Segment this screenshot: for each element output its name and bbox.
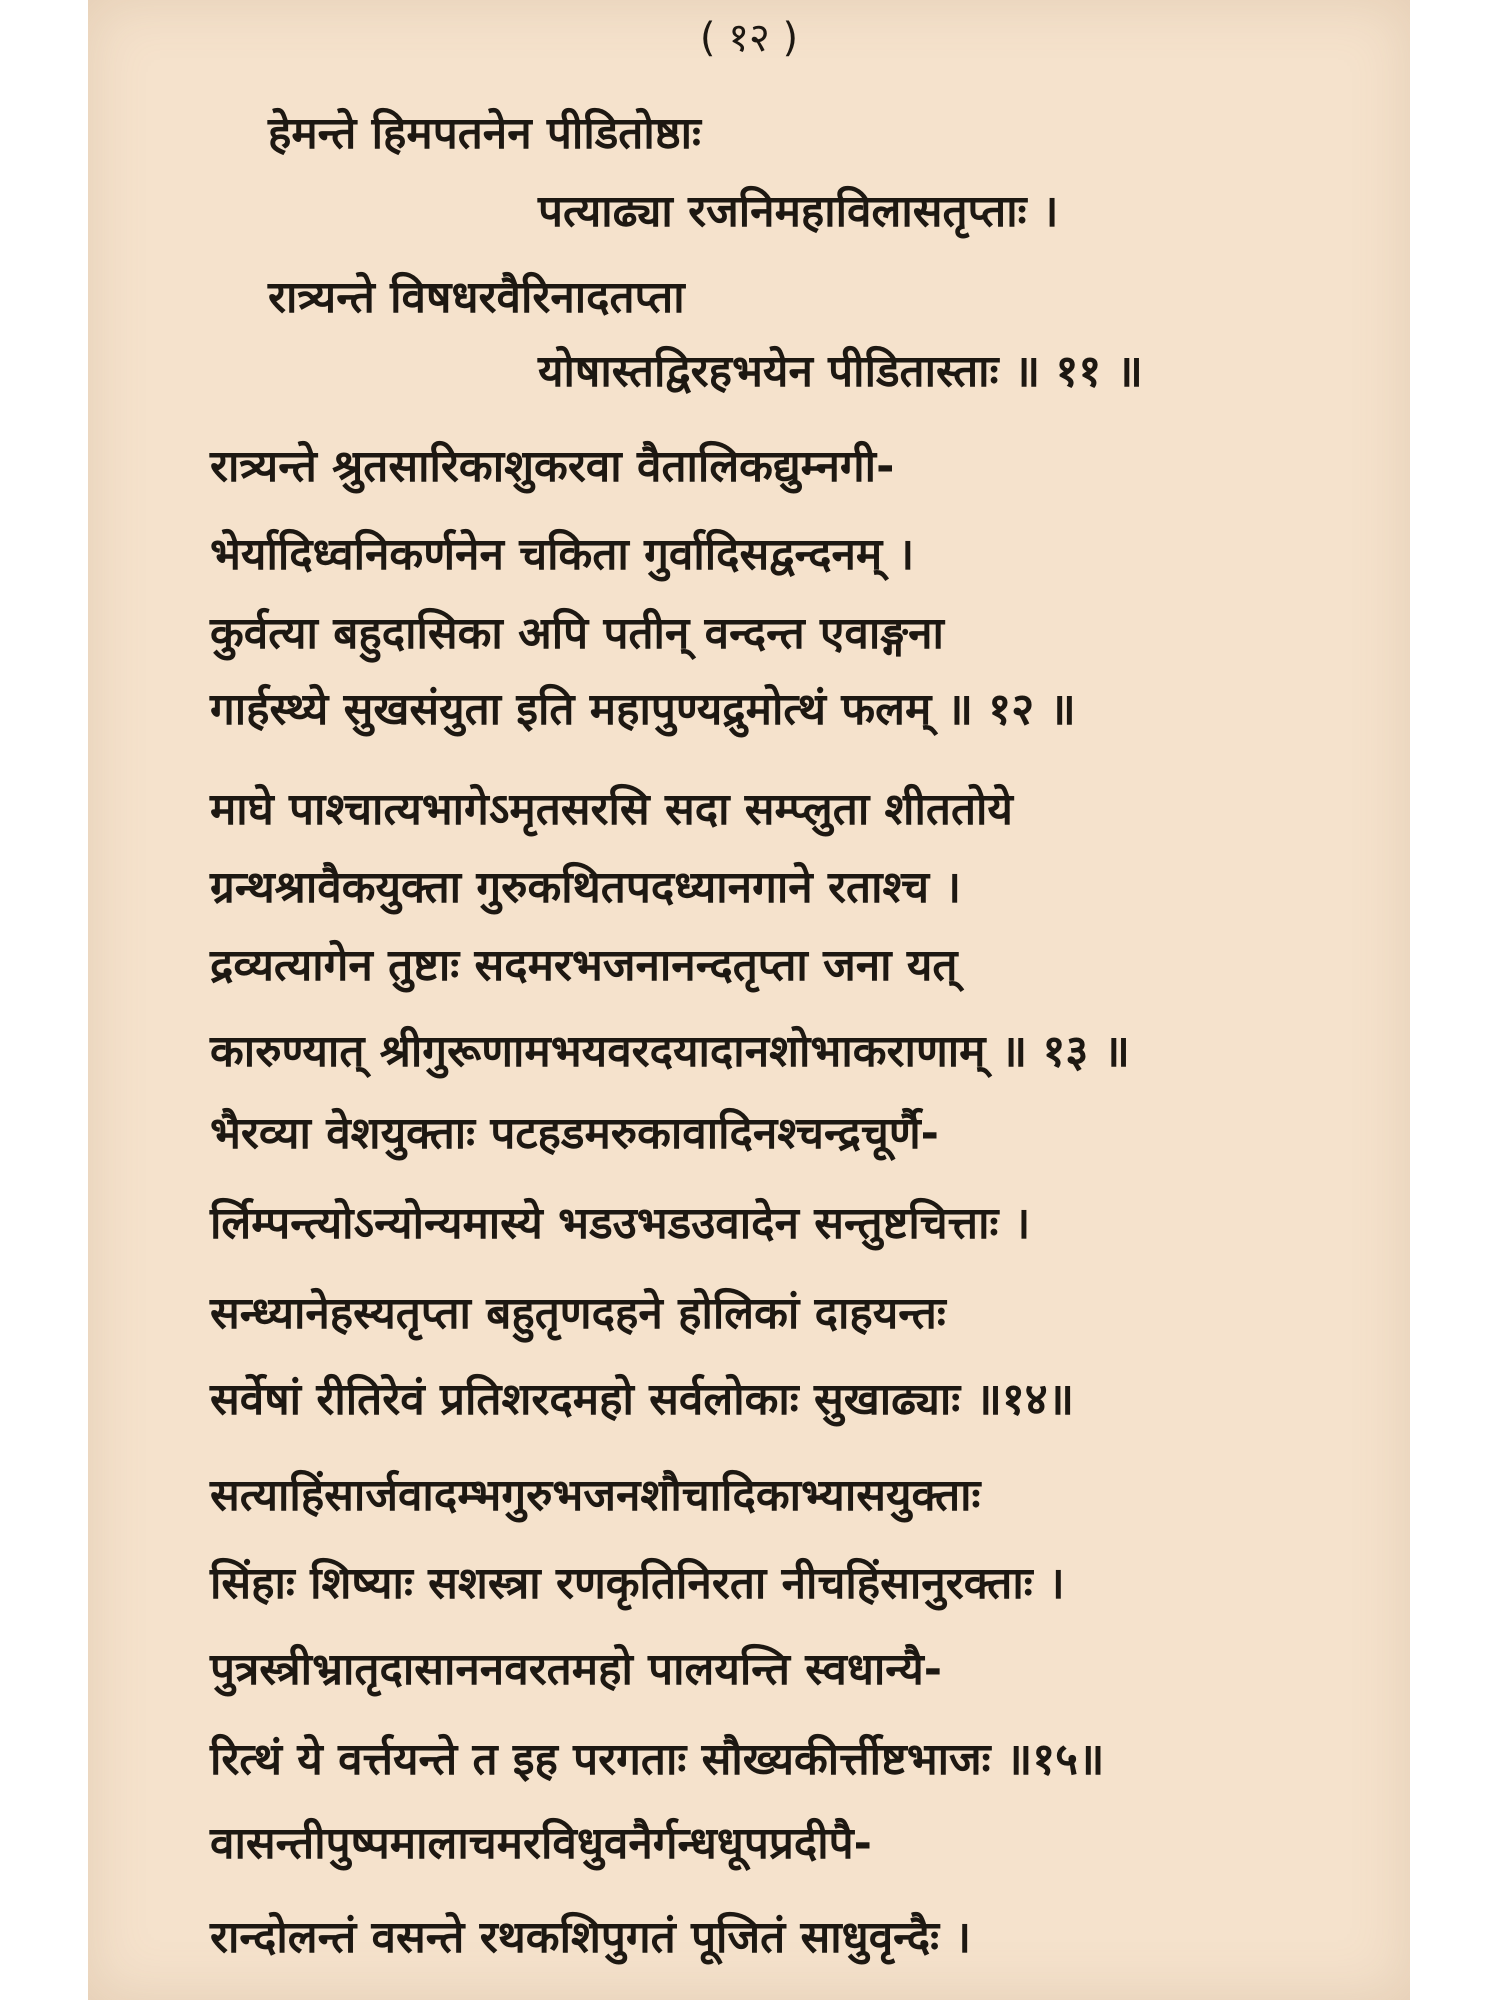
verse-line: रान्दोलन्तं वसन्ते रथकशिपुगतं पूजितं साधुवृन्दैः । <box>210 1912 972 1963</box>
verse-line: हेमन्ते हिमपतनेन पीडितोष्ठाः <box>268 108 701 159</box>
verse-line: सर्वेषां रीतिरेवं प्रतिशरदमहो सर्वलोकाः सुखाढ्याः ॥१४॥ <box>210 1374 1074 1425</box>
page-number: ( १२ ) <box>699 15 799 61</box>
verse-line: भैरव्या वेशयुक्ताः पटहडमरुकावादिनश्चन्द्रचूर्णै- <box>210 1108 939 1159</box>
verse-line: सत्याहिंसार्जवादम्भगुरुभजनशौचादिकाभ्यासयुक्ताः <box>210 1470 981 1521</box>
book-page <box>88 0 1410 2000</box>
verse-line: पत्याढ्या रजनिमहाविलासतृप्ताः । <box>538 186 1059 237</box>
verse-line: भेर्यादिध्वनिकर्णनेन चकिता गुर्वादिसद्वन्दनम् । <box>210 529 915 580</box>
verse-line: रात्र्यन्ते श्रुतसारिकाशुकरवा वैतालिकद्युम्नगी- <box>210 441 895 492</box>
verse-line: पुत्रस्त्रीभ्रातृदासाननवरतमहो पालयन्ति स्वधान्यै- <box>210 1644 943 1695</box>
verse-line: ग्रन्थश्रावैकयुक्ता गुरुकथितपदध्यानगाने रताश्च । <box>210 862 962 913</box>
verse-line: योषास्तद्विरहभयेन पीडितास्ताः ॥ ११ ॥ <box>538 346 1143 397</box>
verse-line: र्लिम्पन्त्योऽन्योन्यमास्ये भडउभडउवादेन सन्तुष्टचित्ताः । <box>210 1198 1031 1249</box>
verse-line: द्रव्यत्यागेन तुष्टाः सदमरभजनानन्दतृप्ता जना यत् <box>210 940 958 991</box>
verse-line: सन्ध्यानेहस्यतृप्ता बहुतृणदहने होलिकां दाहयन्तः <box>210 1288 946 1339</box>
verse-line: रात्र्यन्ते विषधरवैरिनादतप्ता <box>268 272 685 323</box>
verse-line: वासन्तीपुष्पमालाचमरविधुवनैर्गन्धधूपप्रदीपै- <box>210 1818 872 1869</box>
verse-line: कुर्वत्या बहुदासिका अपि पतीन् वन्दन्त एवाङ्गना <box>210 608 944 659</box>
verse-line: माघे पाश्चात्यभागेऽमृतसरसि सदा सम्प्लुता शीततोये <box>210 784 1013 835</box>
verse-line: गार्हस्थ्ये सुखसंयुता इति महापुण्यद्रुमोत्थं फलम् ॥ १२ ॥ <box>210 684 1076 735</box>
verse-line: कारुण्यात् श्रीगुरूणामभयवरदयादानशोभाकराणाम् ॥ १३ ॥ <box>210 1026 1130 1077</box>
verse-line: सिंहाः शिष्याः सशस्त्रा रणकृतिनिरता नीचहिंसानुरक्ताः । <box>210 1558 1065 1609</box>
verse-line: रित्थं ये वर्त्तयन्ते त इह परगताः सौख्यकीर्त्तीष्टभाजः ॥१५॥ <box>210 1734 1105 1785</box>
